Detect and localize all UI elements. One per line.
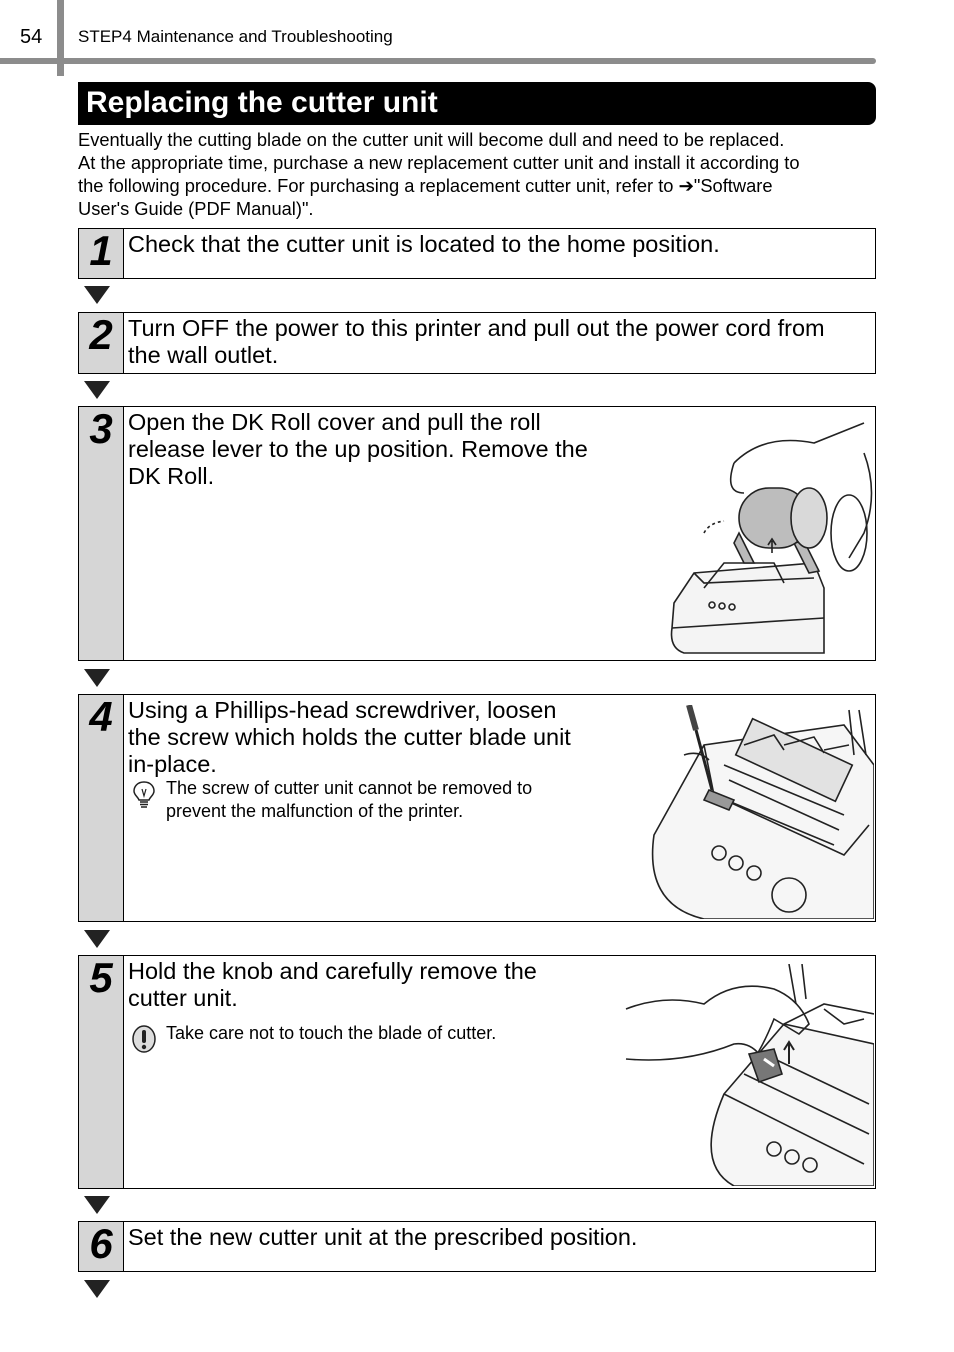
header-rule-vertical [57, 0, 64, 76]
cutter-removal-illustration [624, 964, 874, 1186]
step-text-line: Turn OFF the power to this printer and pull out the power cord from [128, 315, 825, 341]
lightbulb-icon [131, 779, 157, 809]
step-text-line: cutter unit. [128, 985, 238, 1011]
step-text-line: DK Roll. [128, 463, 215, 489]
step-text-line: Set the new cutter unit at the prescribed position. [128, 1224, 638, 1250]
down-arrow-icon [84, 669, 110, 687]
step-text [128, 315, 825, 369]
step-text [128, 697, 571, 778]
step-text-line: release lever to the up position. Remove the [128, 436, 588, 462]
step-text-line: Using a Phillips-head screwdriver, loosen [128, 697, 557, 723]
step-number: 5 [89, 954, 113, 1001]
tip-text [166, 777, 532, 823]
step-number-column [79, 407, 124, 660]
down-arrow-icon [84, 1280, 110, 1298]
caution-icon [131, 1024, 157, 1054]
caution-text [166, 1022, 496, 1045]
step-text [128, 409, 588, 490]
step-number: 6 [89, 1220, 113, 1267]
step-text-line: Hold the knob and carefully remove the [128, 958, 537, 984]
down-arrow-icon [84, 1196, 110, 1214]
down-arrow-icon [84, 930, 110, 948]
tip-text-line: prevent the malfunction of the printer. [166, 801, 464, 821]
step-5 [78, 955, 876, 1189]
step-text [128, 231, 720, 258]
step-number: 4 [89, 693, 113, 740]
tip-text-line: The screw of cutter unit cannot be removed to [166, 778, 533, 798]
header-rule-horizontal [0, 58, 876, 64]
intro-paragraph [78, 128, 878, 220]
intro-line: At the appropriate time, purchase a new replacement cutter unit and install it according to [78, 152, 800, 173]
step-text [128, 958, 537, 1012]
step-1 [78, 228, 876, 279]
down-arrow-icon [84, 381, 110, 399]
printer-screwdriver-illustration [644, 705, 874, 919]
section-title-bar [78, 82, 876, 125]
step-number-column [79, 229, 124, 278]
step-number-column [79, 313, 124, 373]
down-arrow-icon [84, 286, 110, 304]
step-text-line: the screw which holds the cutter blade unit [128, 724, 571, 750]
step-6 [78, 1221, 876, 1272]
step-number: 2 [89, 311, 113, 358]
step-4 [78, 694, 876, 922]
step-text-line: Open the DK Roll cover and pull the roll [128, 409, 541, 435]
step-text [128, 1224, 637, 1251]
step-2 [78, 312, 876, 374]
running-head: STEP4 Maintenance and Troubleshooting [78, 27, 393, 46]
step-number: 1 [89, 227, 113, 274]
step-3 [78, 406, 876, 661]
intro-line: Eventually the cutting blade on the cutter unit will become dull and need to be replaced. [78, 129, 785, 150]
step-text-line: Check that the cutter unit is located to the home position. [128, 231, 720, 257]
intro-line: the following procedure. For purchasing a replacement cutter unit, refer to ➔"Software [78, 175, 773, 196]
section-title: Replacing the cutter unit [86, 86, 438, 119]
step-number-column [79, 1222, 124, 1271]
step-text-line: the wall outlet. [128, 342, 279, 368]
step-number-column [79, 695, 124, 921]
step-number: 3 [89, 405, 113, 452]
step-number-column [79, 956, 124, 1188]
printer-dk-roll-illustration [664, 413, 874, 657]
page-number: 54 [20, 26, 43, 48]
intro-line: User's Guide (PDF Manual)". [78, 198, 314, 219]
caution-text-line: Take care not to touch the blade of cutter. [166, 1023, 497, 1043]
step-text-line: in-place. [128, 751, 217, 777]
